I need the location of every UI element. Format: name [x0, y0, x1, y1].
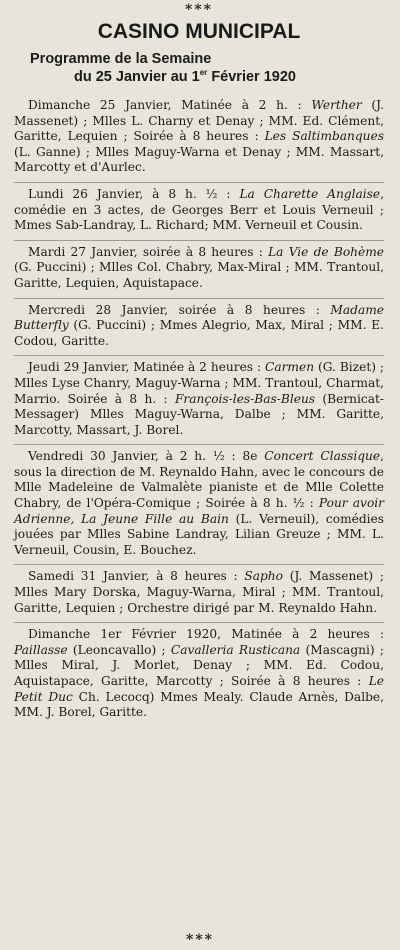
program-entry-monday-26: [14, 183, 384, 241]
work-title: Concert Classique: [264, 449, 381, 464]
subtitle-line-2: [20, 68, 384, 86]
program-entry-sunday-25: [14, 94, 384, 183]
entry-text: (Leoncavallo) ;: [67, 642, 171, 657]
subtitle-line-2-start: du 25 Janvier au 1: [74, 69, 200, 85]
work-title: François-les-Bas-Bleus: [174, 391, 316, 406]
program-entry-tuesday-27: [14, 241, 384, 299]
entry-text: Mercredi 28 Janvier, soirée à 8 heures :: [28, 302, 331, 317]
work-title: La Charette Anglaise: [239, 186, 381, 201]
work-title: Werther: [311, 98, 362, 112]
entry-text: (L. Ganne) ; Mlles Maguy-Warna et Denay ; MM. Massart, Marcotty et d'Aurlec.: [14, 144, 384, 175]
entry-text: (G. Puccini) ; Mlles Col. Chabry, Max-Miral ; MM. Trantoul, Garitte, Lequien, Aquistapace.: [14, 260, 384, 290]
work-title: Madame Butterfly: [14, 302, 384, 333]
entry-text: Vendredi 30 Janvier, à 2 h. ½ : 8e: [28, 449, 265, 464]
entry-text: , sous la direction de M. Reynaldo Hahn, avec le concours de Mlle Madeleine de Valmalète pianiste et de Mlle Colette Chabry, de l'Opéra-Comique ; Soirée à 8 h. ½ :: [14, 449, 384, 511]
work-title: Le Petit Duc: [14, 674, 384, 704]
entry-text: (G. Bizet) ; Mlles Lyse Chanry, Maguy-Warna ; MM. Trantoul, Charmat, Marrio. Soirée à 8 h. :: [14, 360, 384, 406]
program-entry-thursday-29: [14, 356, 384, 445]
work-title: Les Saltimbanques: [264, 129, 384, 144]
work-title: Sapho: [244, 569, 283, 584]
program-entry-friday-30: [14, 445, 384, 565]
entry-text: Lundi 26 Janvier, à 8 h. ½ :: [28, 186, 240, 201]
bottom-ornament: ***: [186, 932, 214, 948]
top-ornament: ***: [185, 2, 213, 18]
entry-text: Mardi 27 Janvier, soirée à 8 heures :: [28, 244, 269, 259]
subtitle-line-2-end: Février 1920: [207, 69, 296, 85]
subtitle-line-1: Programme de la Semaine: [30, 51, 212, 67]
entry-text: Dimanche 25 Janvier, Matinée à 2 h. :: [28, 98, 312, 112]
work-title: Pour avoir Adrienne, La Jeune Fille au Bain: [14, 496, 385, 526]
work-title: Carmen: [265, 360, 315, 375]
entry-text: (J. Massenet) ; Mlles L. Charny et Denay ; MM. Ed. Clément, Garitte, Lequien ; Soirée à 8 heures :: [14, 98, 384, 144]
work-title: La Vie de Bohème: [268, 244, 384, 259]
entry-text: (G. Puccini) ; Mmes Alegrio, Max, Miral ; MM. E. Codou, Garitte.: [14, 318, 384, 348]
entry-text: (J. Massenet) ; Mlles Mary Dorska, Maguy-Warna, Miral ; MM. Trantoul, Garitte, Lequien ; Orchestre dirigé par M. Reynaldo Hahn.: [14, 569, 384, 615]
entry-text: (Bernicat-Messager) Mlles Maguy-Warna, Dalbe ; MM. Garitte, Marcotty, Massart, J. Borel.: [14, 391, 384, 437]
program-entry-wednesday-28: [14, 299, 384, 357]
entry-text: (L. Verneuil), comédies jouées par Mlles Sabine Landray, Lilian Greuze ; MM. L. Verneuil, Cousin, E. Bouchez.: [14, 511, 385, 557]
entry-text: Jeudi 29 Janvier, Matinée à 2 heures :: [28, 360, 266, 375]
subtitle-superscript: er: [199, 68, 208, 78]
program-entry-sunday-1: [14, 623, 384, 727]
entry-text: , comédie en 3 actes, de Georges Berr et Louis Verneuil ; Mmes Sab-Landray, L. Richard; MM. Verneuil et Cousin.: [14, 186, 384, 233]
entry-text: Ch. Lecocq) Mmes Mealy. Claude Arnès, Dalbe, MM. J. Borel, Garitte.: [14, 689, 384, 720]
entry-text: Samedi 31 Janvier, à 8 heures :: [28, 569, 245, 584]
program-entry-saturday-31: [14, 565, 384, 623]
entry-text: Dimanche 1er Février 1920, Matinée à 2 heures :: [28, 627, 384, 642]
work-title: Paillasse: [14, 642, 68, 657]
programme-subtitle: [14, 50, 384, 86]
page-title: CASINO MUNICIPAL: [97, 20, 301, 43]
entry-text: (Mascagni) ; Mlles Miral, J. Morlet, Denay ; MM. Ed. Codou, Aquistapace, Garitte, Marcotty ; Soirée à 8 heures :: [14, 642, 384, 688]
work-title: Cavalleria Rusticana: [170, 642, 301, 657]
